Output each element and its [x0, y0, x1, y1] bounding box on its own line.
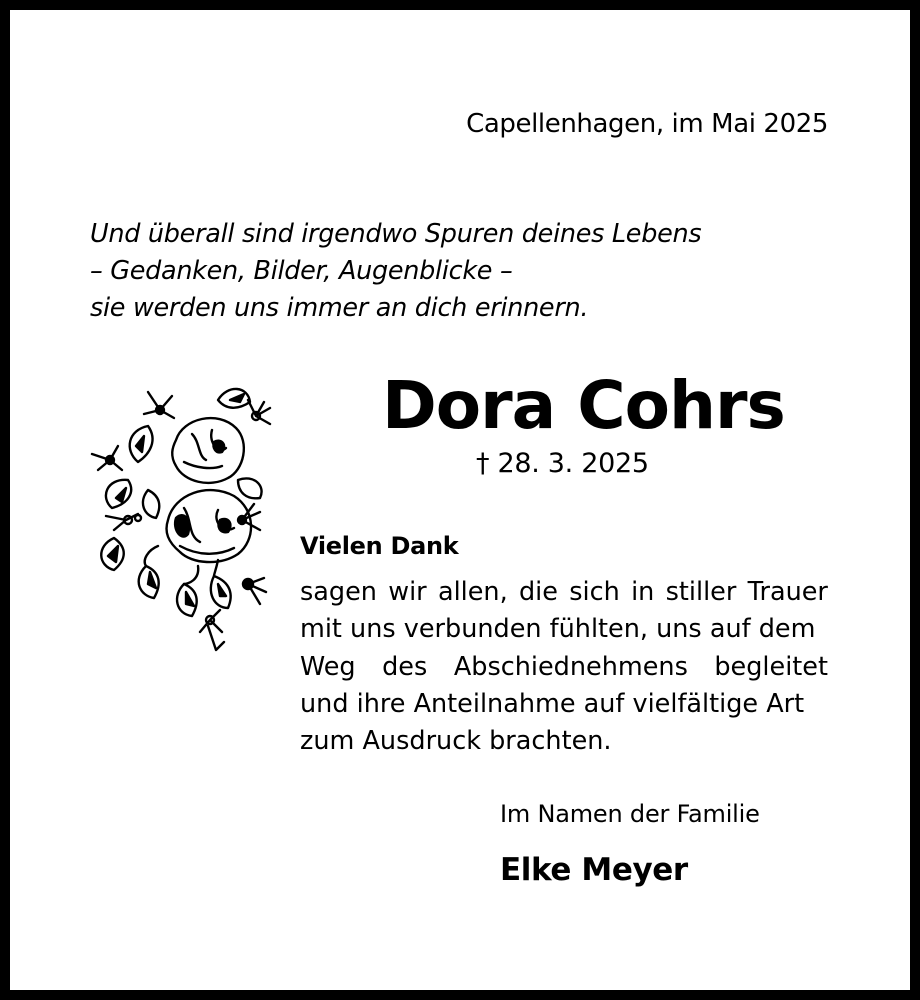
thanks-line: und ihre Anteilnahme auf vielfältige Art: [300, 688, 805, 719]
death-date: † 28. 3. 2025: [476, 448, 649, 479]
thanks-line: sagen wir allen, die sich in stiller Trauer: [300, 577, 828, 607]
quote-line: sie werden uns immer an dich erinnern.: [90, 293, 589, 323]
memorial-quote: [90, 216, 701, 327]
obituary-notice: [10, 10, 910, 990]
signer-name: Elke Meyer: [500, 852, 688, 888]
place-date: Capellenhagen, im Mai 2025: [466, 109, 828, 139]
quote-line: Und überall sind irgendwo Spuren deines Lebens: [90, 219, 702, 249]
roses-bouquet-icon: [88, 370, 273, 655]
thanks-line: mit uns verbunden fühlten, uns auf dem: [300, 614, 816, 645]
thanks-heading: Vielen Dank: [300, 532, 459, 560]
family-label: Im Namen der Familie: [500, 800, 760, 828]
deceased-name: Dora Cohrs: [382, 367, 785, 444]
quote-line: – Gedanken, Bilder, Augenblicke –: [90, 256, 513, 286]
thanks-text: [300, 574, 828, 760]
thanks-line: Weg des Abschiednehmens begleitet: [300, 651, 828, 682]
thanks-line: zum Ausdruck brachten.: [300, 726, 612, 757]
